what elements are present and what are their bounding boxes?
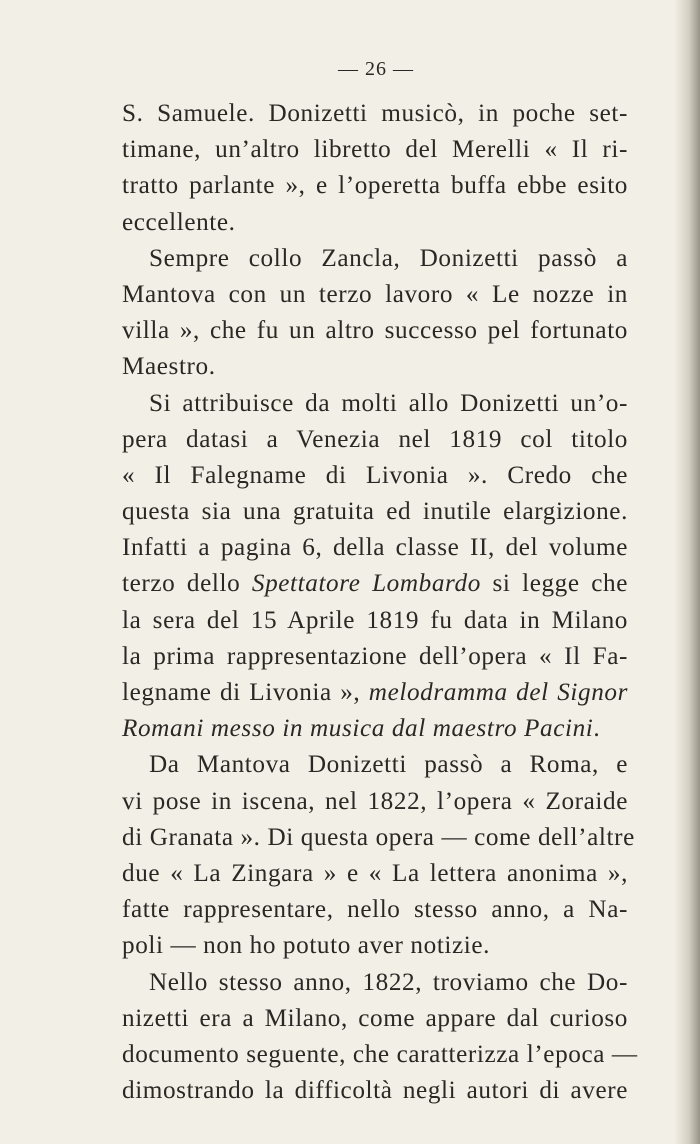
text-line: Da Mantova Donizetti passò a Roma, e xyxy=(149,751,628,779)
italic-text: Romani messo in musica dal maestro Pacini xyxy=(122,715,594,743)
text-line: poli — non ho potuto aver notizie. xyxy=(122,932,491,960)
text-line: nizetti era a Milano, come appare dal curioso xyxy=(122,1004,628,1032)
text-line xyxy=(122,711,628,747)
text-line: S. Samuele. Donizetti musicò, in poche set- xyxy=(122,100,628,127)
text-line: vi pose in iscena, nel 1822, l’opera « Zoraide xyxy=(122,787,628,815)
text-line: due « La Zingara » e « La lettera anonima », xyxy=(122,859,628,887)
text-line: fatte rappresentare, nello stesso anno, a Na- xyxy=(122,896,628,924)
text-line: « Il Falegname di Livonia ». Credo che xyxy=(122,461,628,489)
text-line: tratto parlante », e l’operetta buffa ebbe esito xyxy=(122,172,628,200)
text-line: villa », che fu un altro successo pel fortunato xyxy=(122,317,628,345)
text-segment: terzo dello xyxy=(122,570,252,598)
page-edge-shadow xyxy=(674,0,700,1144)
page-number: — 26 — xyxy=(338,58,414,80)
text-line: timane, un’altro libretto del Merelli « Il ri- xyxy=(122,136,628,164)
text-segment: . xyxy=(593,715,601,743)
text-line: Nello stesso anno, 1822, troviamo che Do- xyxy=(149,968,628,996)
text-line: la sera del 15 Aprile 1819 fu data in Milano xyxy=(122,606,628,634)
text-line: Infatti a pagina 6, della classe II, del volume xyxy=(122,534,628,562)
text-line: documento seguente, che caratterizza l’epoca — xyxy=(122,1040,638,1068)
text-line: di Granata ». Di questa opera — come dell’altre xyxy=(122,823,635,851)
text-line xyxy=(122,566,628,602)
text-line: Sempre collo Zancla, Donizetti passò a xyxy=(149,244,628,272)
text-line: pera datasi a Venezia nel 1819 col titolo xyxy=(122,425,628,453)
text-line: Si attribuisce da molti allo Donizetti un’o- xyxy=(149,389,628,417)
text-line: la prima rappresentazione dell’opera « Il Fa- xyxy=(122,642,628,670)
italic-text: Spettatore Lombardo xyxy=(251,570,481,598)
text-line: dimostrando la difficoltà negli autori di avere xyxy=(122,1077,628,1105)
text-segment: legname di Livonia », xyxy=(122,679,369,706)
text-line xyxy=(122,675,628,711)
text-line: questa sia una gratuita ed inutile elargizione. xyxy=(122,498,628,526)
text-line: Maestro. xyxy=(122,353,216,381)
text-segment: si legge che xyxy=(480,570,628,598)
italic-text: melodramma del Signor xyxy=(368,679,628,706)
text-line: eccellente. xyxy=(122,208,236,236)
text-line: Mantova con un terzo lavoro « Le nozze in xyxy=(122,280,628,308)
body-text xyxy=(122,96,638,1109)
